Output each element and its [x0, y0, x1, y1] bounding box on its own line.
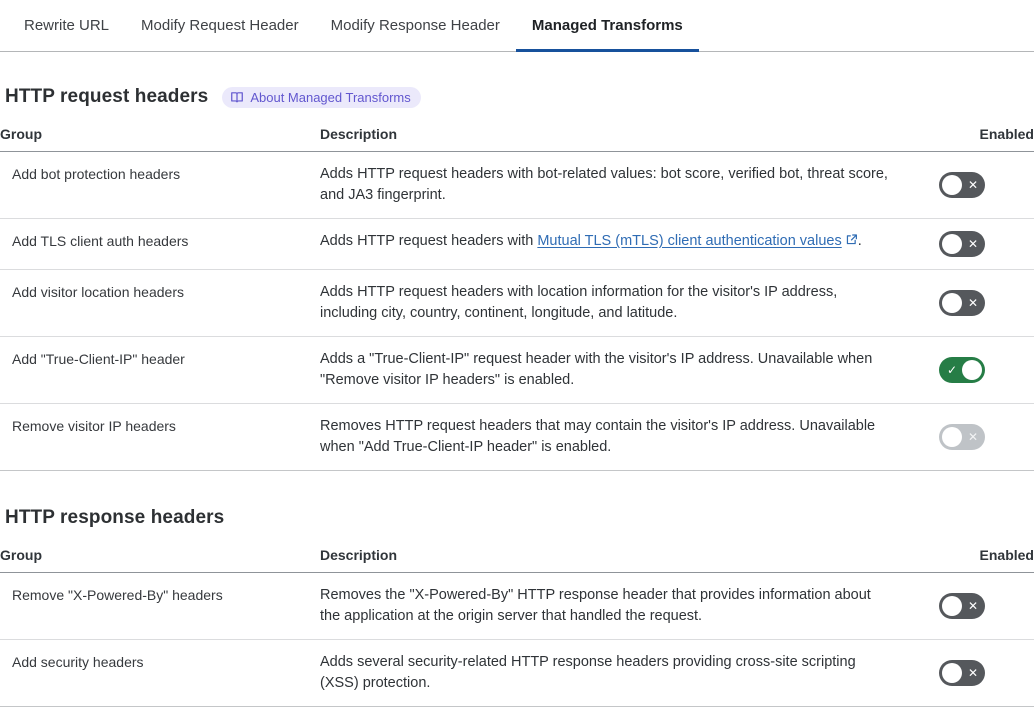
description-suffix: . — [857, 233, 862, 249]
table-row — [0, 337, 1034, 404]
enabled-toggle[interactable] — [939, 231, 985, 257]
enabled-toggle[interactable] — [939, 593, 985, 619]
column-header-description: Description — [320, 547, 398, 563]
enabled-toggle[interactable] — [939, 172, 985, 198]
group-cell: Add "True-Client-IP" header — [12, 351, 185, 367]
http-request-headers-section — [0, 86, 1034, 471]
enabled-toggle[interactable] — [939, 357, 985, 383]
transform-rules-tabbar — [0, 0, 1034, 52]
enabled-toggle[interactable] — [939, 290, 985, 316]
tab-managed-transforms[interactable]: Managed Transforms — [516, 0, 699, 51]
toggle-knob — [942, 293, 962, 313]
cross-icon — [968, 660, 978, 686]
table-header-row — [0, 122, 1034, 152]
column-header-enabled: Enabled — [979, 547, 1034, 563]
group-cell: Add visitor location headers — [12, 284, 184, 300]
cross-icon — [968, 593, 978, 619]
enabled-toggle-disabled — [939, 424, 985, 450]
request-section-title: HTTP request headers — [5, 86, 209, 107]
description-cell: Adds several security-related HTTP response headers providing cross-site scripting (XSS) protection. — [320, 654, 856, 691]
request-headers-table — [0, 122, 1034, 471]
table-row — [0, 640, 1034, 707]
description-cell: Adds HTTP request headers with bot-related values: bot score, verified bot, threat score, and JA3 fingerprint. — [320, 166, 888, 203]
http-response-headers-section — [0, 507, 1034, 707]
toggle-knob — [942, 663, 962, 683]
column-header-description: Description — [320, 126, 398, 142]
table-row — [0, 152, 1034, 219]
group-cell: Add bot protection headers — [12, 166, 181, 182]
cross-icon — [968, 424, 978, 450]
enabled-toggle[interactable] — [939, 660, 985, 686]
toggle-knob — [942, 234, 962, 254]
tab-modify-response-header[interactable]: Modify Response Header — [330, 17, 500, 34]
table-row — [0, 219, 1034, 270]
group-cell: Remove "X-Powered-By" headers — [12, 587, 223, 603]
cross-icon — [968, 172, 978, 198]
cross-icon — [968, 290, 978, 316]
description-cell: Removes HTTP request headers that may contain the visitor's IP address. Unavailable when "Add True-Client-IP header" is enabled. — [320, 418, 876, 455]
mtls-doc-link[interactable]: Mutual TLS (mTLS) client authentication values — [537, 233, 842, 249]
group-cell: Add security headers — [12, 654, 144, 670]
description-cell: Adds HTTP request headers with location information for the visitor's IP address, including city, country, continent, longitude, and latitude. — [320, 284, 838, 321]
response-section-title: HTTP response headers — [5, 507, 225, 528]
toggle-knob — [942, 427, 962, 447]
table-row — [0, 270, 1034, 337]
description-prefix: Adds HTTP request headers with — [320, 233, 538, 249]
description-cell: Adds a "True-Client-IP" request header with the visitor's IP address. Unavailable when "Remove visitor IP headers" is enabled. — [320, 351, 873, 388]
group-cell: Add TLS client auth headers — [12, 233, 189, 249]
cross-icon — [968, 231, 978, 257]
toggle-knob — [962, 360, 982, 380]
column-header-group: Group — [0, 126, 42, 142]
group-cell: Remove visitor IP headers — [12, 418, 176, 434]
toggle-knob — [942, 175, 962, 195]
tab-rewrite-url[interactable]: Rewrite URL — [24, 17, 110, 34]
check-icon — [947, 357, 957, 383]
about-managed-transforms-badge[interactable] — [222, 87, 420, 108]
table-row — [0, 404, 1034, 471]
column-header-group: Group — [0, 547, 42, 563]
description-cell — [308, 219, 905, 269]
tab-modify-request-header[interactable]: Modify Request Header — [141, 17, 299, 34]
badge-label: About Managed Transforms — [250, 89, 411, 105]
description-cell: Removes the "X-Powered-By" HTTP response header that provides information about the application at the origin server that handled the request. — [320, 587, 871, 624]
response-headers-table — [0, 543, 1034, 707]
external-link-icon[interactable] — [845, 233, 858, 246]
table-header-row — [0, 543, 1034, 573]
column-header-enabled: Enabled — [979, 126, 1034, 142]
table-row — [0, 573, 1034, 640]
book-icon — [230, 90, 244, 104]
toggle-knob — [942, 596, 962, 616]
